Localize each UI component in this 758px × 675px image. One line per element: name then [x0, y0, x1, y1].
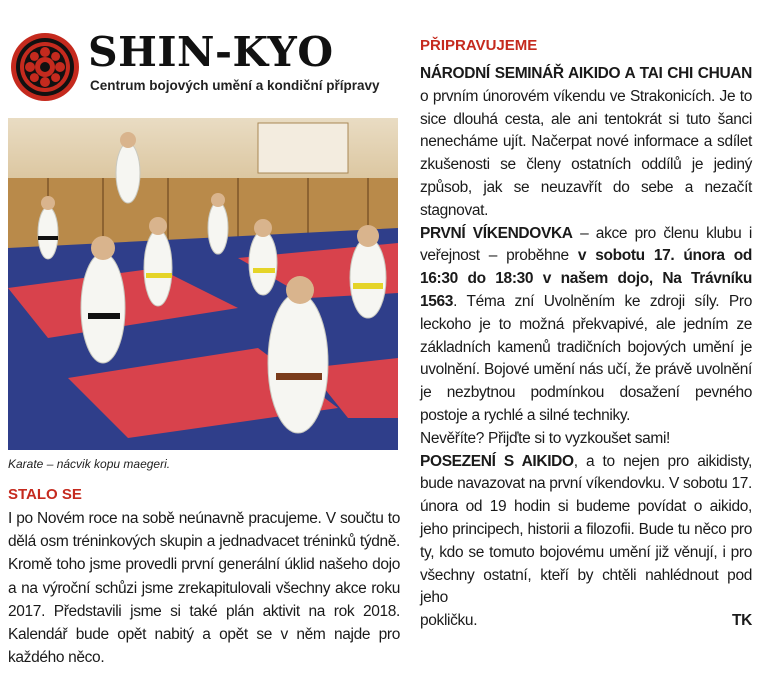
photo-caption: Karate – nácvik kopu maegeri.	[8, 457, 171, 471]
paragraph-posezeni	[420, 451, 752, 611]
seminar-title: NÁRODNÍ SEMINÁŘ AIKIDO A TAI CHI CHUAN	[420, 65, 752, 82]
paragraph-invitation: Nevěříte? Přijďte si to vyzkoušet sami!	[420, 429, 670, 447]
pripravujeme-text	[420, 63, 752, 633]
vikendovka-text-2: . Téma zní Uvolněním ke zdroji síly. Pro leckoho je to možná překvapivé, ale jedním ze základních kamenů tradičních bojových umění je uvolnění. Bojové umění nás učí, že právě uvolnění je nezbytnou podmínkou dosažení pevného postoje a rychlé a silné techniky.	[420, 292, 752, 424]
paragraph-vikendovka	[420, 223, 752, 428]
photo-illustration	[8, 118, 398, 450]
signature-line	[420, 610, 752, 633]
right-column	[420, 0, 752, 675]
vikendovka-text-1: – akce pro členu klubu i veřejnost – proběhne	[420, 224, 752, 265]
posezeni-title: POSEZENÍ S AIKIDO	[420, 452, 574, 470]
vikendovka-title: PRVNÍ VÍKENDOVKA	[420, 224, 573, 242]
seminar-text: o prvním únorovém víkendu ve Strakonicích. Je to sice dlouhá cesta, ale ani tentokrát si tuto šanci nenecháme ujít. Načerpat nové informace a sdílet zkušenosti se členy ostatních oddílů je jediný způsob, jak se neuzavřít do sebe a nezačít stagnovat.	[420, 87, 752, 219]
posezeni-last-word: pokličku.	[420, 612, 478, 630]
stalo-se-text: I po Novém roce na sobě neúnavně pracujeme. V součtu to dělá osm tréninkových skupin a jednadvacet tréninků týdně. Kromě toho jsme provedli první generální úklid našeho dojo a na výroční schůzi jsme zrekapitulovali všechny akce roku 2017. Představili jsme si také plán aktivit na rok 2018. Kalendář bude opět nabitý a opět se v něm najde pro každého něco.	[8, 510, 400, 667]
posezeni-text-1: , a to nejen pro aikidisty, bude navazovat na první víkendovku.	[420, 452, 752, 493]
section-heading-stalo-se: STALO SE	[8, 486, 82, 503]
author-signature: TK	[732, 612, 752, 630]
posezeni-text-2: V sobotu 17. února od 19 hodin si budeme povídat o aikido, jeho principech, historii a filozofii. Bude tu něco pro ty, kdo se tomuto bojovému umění již věnují, i pro všechny ostatní, kteří by chtěli nahlédnout pod jeho	[420, 475, 753, 607]
club-name: SHIN-KYO	[88, 28, 334, 76]
shin-kyo-emblem-icon	[10, 32, 80, 102]
karate-training-photo	[8, 118, 398, 450]
left-column	[8, 0, 400, 675]
club-logo	[10, 28, 400, 108]
section-heading-pripravujeme: PŘIPRAVUJEME	[420, 37, 538, 54]
club-subtitle: Centrum bojových umění a kondiční přípravy	[90, 78, 380, 93]
paragraph-seminar	[420, 63, 752, 223]
vikendovka-date-place: v sobotu 17. února od 16:30 do 18:30 v našem dojo, Na Trávníku 1563	[420, 247, 752, 310]
